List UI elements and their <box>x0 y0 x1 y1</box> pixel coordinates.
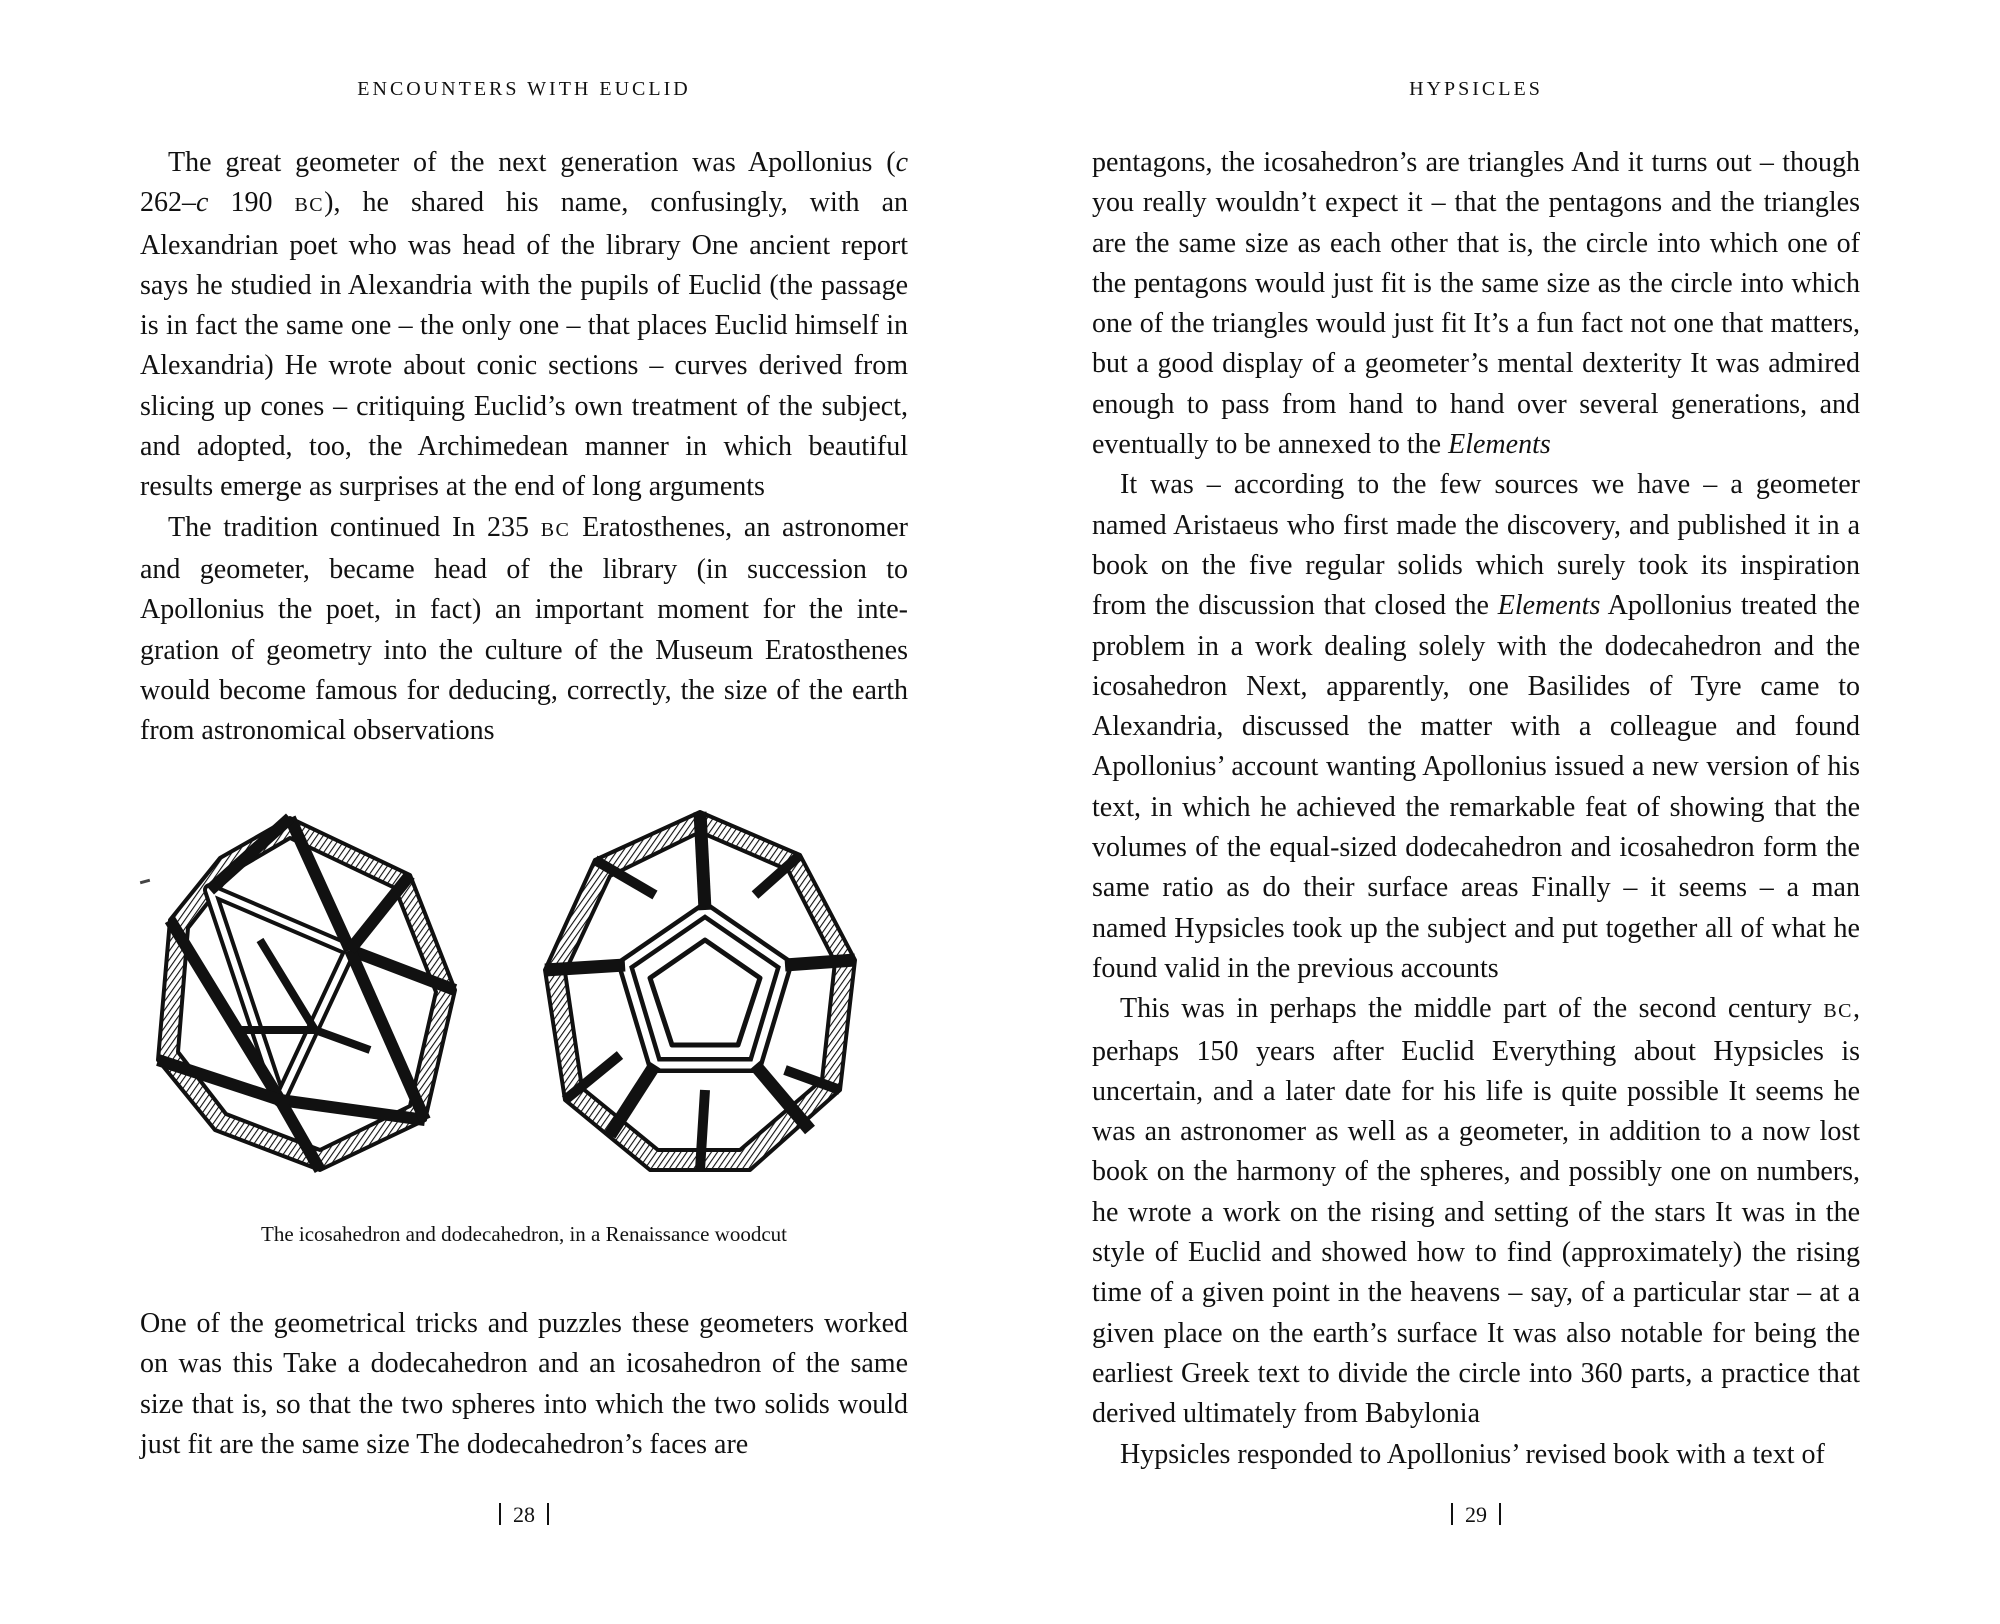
running-head-right: HYPSICLES <box>1409 78 1543 100</box>
paragraph: pentagons, the icosahedron’s are triangles And it turns out – though you really wouldn’t expect it – that the pentagons and the triangles are the same size as each other that is, the circle into which one of the pentagons would just fit is the same size as the circle into which one of the triangles would just fit It’s a fun fact not one that matters, but a good display of a geometer’s mental dexterity It was admired enough to pass from hand to hand over several generations, and eventually to be annexed to the Elements <box>1092 147 1860 461</box>
left-text-bottom <box>140 1304 908 1465</box>
page-number-left: 28 <box>140 1502 908 1528</box>
left-page <box>140 0 908 1624</box>
folio-rule <box>1499 1503 1501 1525</box>
paragraph: The great geometer of the next generation was Apollonius (c 262–c 190 BC), he shared his name, confusingly, with an Alexandrian poet who was head of the library One ancient report says he studied in Alexandria with the pupils of Euclid (the passage is in fact the same one – the only one – that places Euclid himself in Alexandria) He wrote about conic sections – curves derived from slicing up cones – critiquing Euclid’s own treatment of the subject, and adopted, too, the Archimedean manner in which beautiful results emerge as surprises at the end of long arguments <box>140 147 908 503</box>
folio-rule <box>1451 1503 1453 1525</box>
paragraph: It was – according to the few sources we have – a geometer named Aristaeus who first made the discovery, and published it in a book on the five regular solids which surely took its inspiration from the discussion that closed the Elements Apollonius treated the problem in a work dealing solely with the dodecahedron and the icosahedron Next, apparently, one Basilides of Tyre came to Alexandria, discussed the matter with a colleague and found Apollonius’ account wanting Apollonius issued a new version of his text, in which he achieved the remarkable feat of showing that the volumes of the equal-sized dodecahedron and icosahedron form the same ratio as do their surface areas Finally – it seems – a man named Hypsicles took up the subject and put together all of what he found valid in the previous accounts <box>1092 469 1860 984</box>
figure-caption: The icosahedron and dodecahedron, in a Renaissance woodcut <box>261 1222 787 1246</box>
woodcut-figure <box>140 800 908 1240</box>
paragraph: The tradition continued In 235 BC Eratosthenes, an astronomer and geometer, became head of the library (in succession to Apollonius the poet, in fact) an important moment for the integration of geometry into the culture of the Museum Eratosthenes would become famous for deducing, correctly, the size of the earth from astronomical observations <box>140 511 908 747</box>
paragraph: One of the geometrical tricks and puzzles these geometers worked on was this Take a dodecahedron and an icosahedron of the same size that is, so that the two spheres into which the two solids would just fit are the same size The dodecahedron’s faces are <box>140 1308 908 1460</box>
folio-rule <box>499 1503 501 1525</box>
folio-rule <box>547 1503 549 1525</box>
running-head-left: ENCOUNTERS WITH EUCLID <box>357 78 691 100</box>
paragraph: Hypsicles responded to Apollonius’ revised book with a text of <box>1120 1438 1825 1470</box>
icosahedron-illustration <box>140 800 480 1200</box>
dodecahedron-illustration <box>530 800 870 1200</box>
right-text <box>1092 143 1860 1475</box>
right-page <box>1092 0 1860 1624</box>
left-text-top <box>140 143 908 751</box>
paragraph: This was in perhaps the middle part of the second century BC, perhaps 150 years after Euclid Everything about Hypsicles is uncertain, and a later date for his life is quite possible It seems he was an astronomer as well as a geometer, in addition to a now lost book on the harmony of the spheres, and possibly one on numbers, he wrote a work on the rising and setting of the stars It was in the style of Euclid and showed how to find (approximately) the rising time of a given point in the heavens – say, of a particular star – at a given place on the earth’s surface It was also notable for being the earliest Greek text to divide the circle into 360 parts, a practice that derived ultimately from Babylonia <box>1092 993 1860 1430</box>
page-number-right: 29 <box>1092 1502 1860 1528</box>
